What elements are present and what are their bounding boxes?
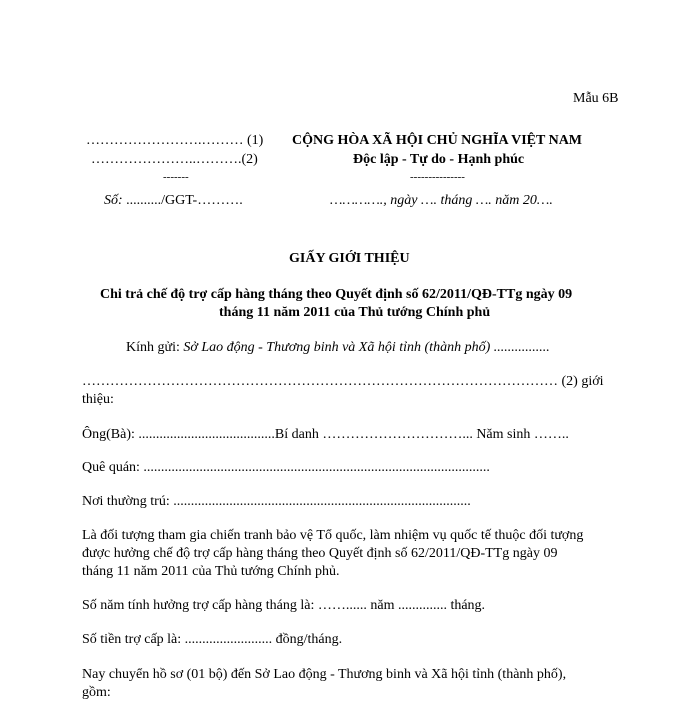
document-title: GIẤY GIỚI THIỆU xyxy=(289,251,410,266)
paragraph-line-3: tháng 11 năm 2011 của Thủ tướng Chính phủ. xyxy=(82,564,340,579)
date-line: …………., ngày …. tháng …. năm 20…. xyxy=(330,193,553,208)
intro-line-1: ………………………………………………………………………………………… (2) giới xyxy=(82,374,604,389)
national-motto: Độc lập - Tự do - Hạnh phúc xyxy=(353,152,525,167)
document-number-label: Số: xyxy=(104,193,123,208)
recipient-label: Kính gửi: xyxy=(126,340,180,355)
document-number-value: ........../GGT-………. xyxy=(122,193,243,208)
nation-name: CỘNG HÒA XÃ HỘI CHỦ NGHĨA VIỆT NAM xyxy=(292,133,583,148)
recipient-line xyxy=(126,339,550,357)
paragraph-line-2: được hưởng chế độ trợ cấp hàng tháng theo Quyết định số 62/2011/QĐ-TTg ngày 09 xyxy=(82,546,558,561)
residence-line: Nơi thường trú: ..................................................................................... xyxy=(82,494,471,509)
document-number-line xyxy=(104,192,243,210)
intro-line-2: thiệu: xyxy=(82,392,114,407)
recipient-value: Sở Lao động - Thương binh và Xã hội tỉnh (thành phố) ................ xyxy=(179,340,550,355)
agency-line-1: …………………….……… (1) xyxy=(86,133,264,148)
motto-divider: --------------- xyxy=(410,171,465,183)
years-line: Số năm tính hưởng trợ cấp hàng tháng là: ……...... năm .............. tháng. xyxy=(82,598,486,613)
agency-divider: ------- xyxy=(163,171,189,183)
agency-line-2: …………………..……….(2) xyxy=(91,152,258,167)
form-code: Mẫu 6B xyxy=(573,91,619,106)
hometown-line: Quê quán: ................................................................................................... xyxy=(82,460,490,475)
amount-line: Số tiền trợ cấp là: ......................... đồng/tháng. xyxy=(82,632,343,647)
transfer-line-2: gồm: xyxy=(82,685,111,700)
person-line: Ông(Bà): .......................................Bí danh …………………………... Năm sinh …….. xyxy=(82,427,569,442)
subtitle-line-2: tháng 11 năm 2011 của Thủ tướng Chính phủ xyxy=(219,305,491,320)
paragraph-line-1: Là đối tượng tham gia chiến tranh bảo vệ Tổ quốc, làm nhiệm vụ quốc tế thuộc đối tượng xyxy=(82,528,584,543)
transfer-line-1: Nay chuyển hồ sơ (01 bộ) đến Sở Lao động - Thương binh và Xã hội tỉnh (thành phố), xyxy=(82,667,567,682)
subtitle-line-1: Chi trả chế độ trợ cấp hàng tháng theo Quyết định số 62/2011/QĐ-TTg ngày 09 xyxy=(100,287,573,302)
